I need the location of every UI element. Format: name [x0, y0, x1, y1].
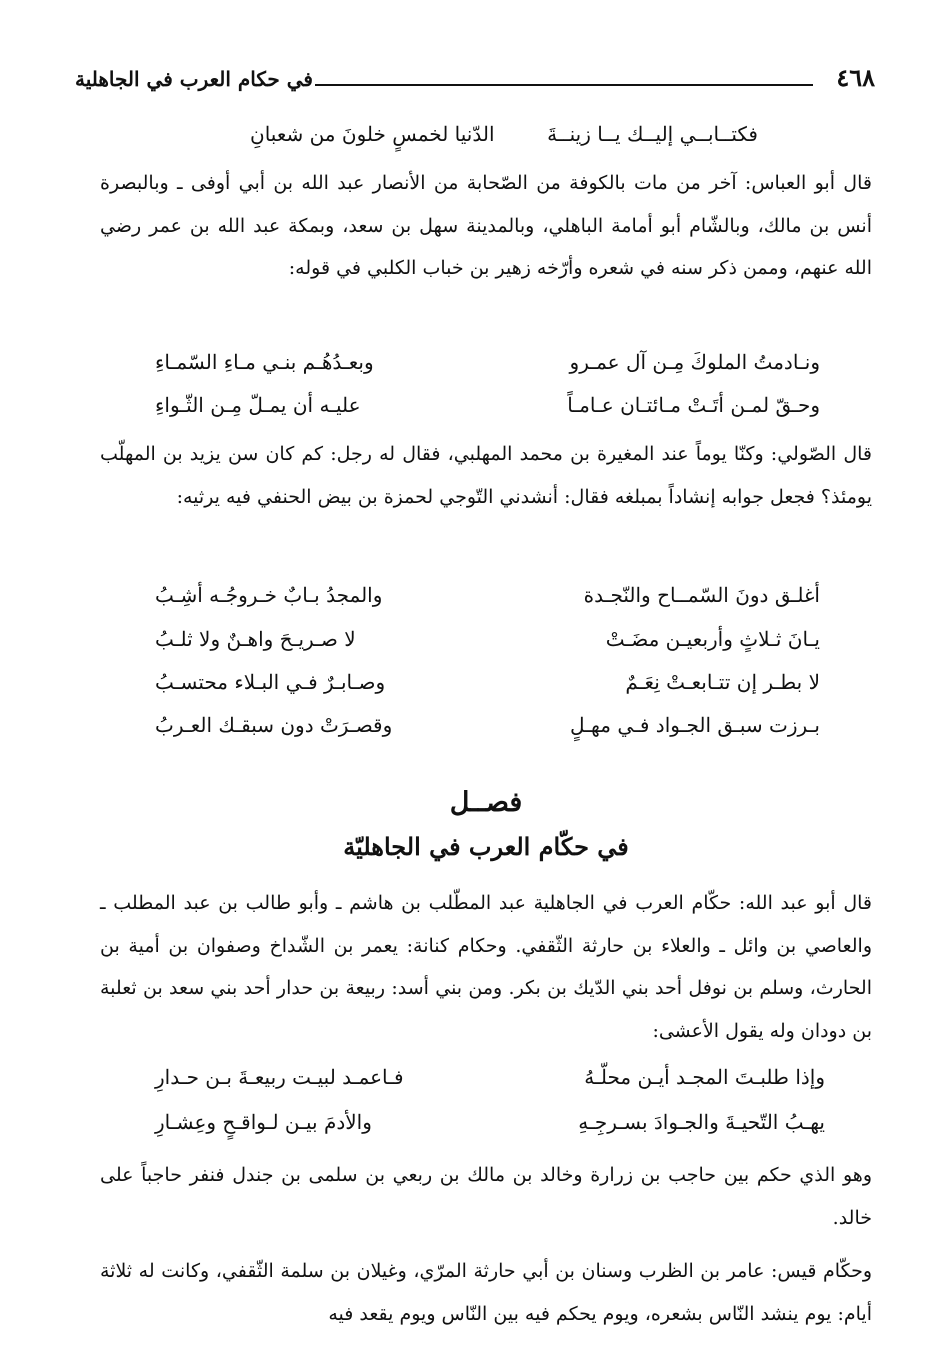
- verse-hemistich-second: الدّنيا لخمسٍ خلونَ من شعبانِ: [250, 122, 495, 146]
- section-subtitle: في حكّام العرب في الجاهليّة: [343, 832, 629, 861]
- verse-hemistich-first: أغلـق دونَ السّمــاح والنّجـدة: [583, 583, 820, 607]
- verse-hemistich-second: وقصـرَتْ دون سبقـك العـربُ: [155, 713, 393, 737]
- verse-hemistich-second: وبعـدُهُـم بنـي مـاءِ السّمـاءِ: [155, 350, 374, 374]
- page-number: ٤٦٨: [836, 63, 875, 92]
- verse-line: [250, 114, 758, 154]
- verse-hemistich-first: وحـقّ لمـن أتَـتْ مـائتـان عـامـاً: [567, 393, 820, 417]
- paragraph-abu-al-abbas: قال أبو العباس: آخر من مات بالكوفة من الصّحابة من الأنصار عبد الله بن أبي أوفى ـ وبالبصرة أنس بن مالك، وبالشّام أبو أمامة الباهلي، وبالمدينة سهل بن سعد، وبمكة عبد الله بن عمر رضي الله عنهم، وممن ذكر سنه في شعره وأرّخه زهير بن خباب الكلبي في قوله:: [100, 172, 872, 279]
- header-rule: [315, 84, 813, 86]
- verse-hemistich-first: يـانَ ثـلاثٍ وأربعيـن مضَـتْ: [605, 627, 820, 651]
- paragraph-hajib: وهو الذي حكم بين حاجب بن زرارة وخالد بن مالك بن ربعي بن سلمى بن جندل فنفر حاجباً على خالد.: [100, 1164, 872, 1229]
- verse-hemistich-second: والأدمَ بيـن لـواقـحٍ وعِشـارِ: [155, 1110, 372, 1134]
- verse-line: [155, 662, 820, 702]
- verse-line: [155, 1102, 825, 1142]
- section-title: فصــل: [449, 787, 523, 818]
- verse-hemistich-first: بـرزت سبـق الجـواد فـي مهـلٍ: [570, 713, 820, 737]
- verse-line: [155, 342, 820, 382]
- verse-hemistich-first: ونـادمتُ الملوكَ مِـن آل عمـرو: [569, 350, 820, 374]
- verse-line: [155, 575, 820, 615]
- verse-hemistich-second: عليـه أن يمـلّ مِـن الثّـواءِ: [155, 393, 361, 417]
- verse-hemistich-first: وإذا طلبـتَ المجـد أيـن محلّـهُ: [584, 1065, 825, 1089]
- paragraph-abu-abdallah: قال أبو عبد الله: حكّام العرب في الجاهلية عبد المطّلب بن هاشم ـ وأبو طالب بن عبد المطلب ـ والعاصي بن وائل ـ والعلاء بن حارثة الثّقفي. وحكام كنانة: يعمر بن الشّداخ وصفوان بن أمية بن الحارث، وسلم بن نوفل أحد بني الدّيك بن بكر. ومن بني أسد: ربيعة بن حدار أحد بني سعد بن ثعلبة بن دودان وله يقول الأعشى:: [100, 892, 872, 1042]
- running-title: في حكام العرب في الجاهلية: [75, 67, 313, 91]
- verse-line: [155, 619, 820, 659]
- verse-hemistich-second: والمجدُ بـابٌ خـروجُـه أشِـبُ: [155, 583, 383, 607]
- verse-hemistich-first: يهـبُ التّحيـةَ والجـوادَ بسـرجِـهِ: [578, 1110, 825, 1134]
- verse-hemistich-second: وصـابـرٌ فـي البـلاء محتسـبُ: [155, 670, 386, 694]
- verse-line: [155, 385, 820, 425]
- verse-hemistich-second: فـاعمـد لبيـت ربيعـةَ بـن حـدارِ: [155, 1065, 404, 1089]
- verse-line: [155, 705, 820, 745]
- verse-hemistich-first: فكتــابــي إليــك يــا زينــةَ: [547, 122, 758, 146]
- page-header: [75, 62, 875, 102]
- verse-hemistich-first: لا بطـر إن تتـابعـتْ نِعَـمٌ: [625, 670, 820, 694]
- paragraph-hukkam-qays: وحكّام قيس: عامر بن الظرب وسنان بن أبي حارثة المرّي، وغيلان بن سلمة الثّقفي، وكانت له ثلاثة أيام: يوم ينشد النّاس بشعره، ويوم يحكم فيه بين النّاس ويوم يقعد فيه: [100, 1260, 872, 1325]
- verse-hemistich-second: لا صـريـحَ واهـنٌ ولا ثلـبُ: [155, 627, 356, 651]
- verse-line: [155, 1057, 825, 1097]
- paragraph-al-suli: قال الصّولي: وكنّا يوماً عند المغيرة بن محمد المهلبي، فقال له رجل: كم كان سن يزيد بن المهلّب يومئذ؟ فجعل جوابه إنشاداً بمبلغه فقال: أنشدني التّوجي لحمزة بن بيض الحنفي فيه يرثيه:: [100, 443, 872, 508]
